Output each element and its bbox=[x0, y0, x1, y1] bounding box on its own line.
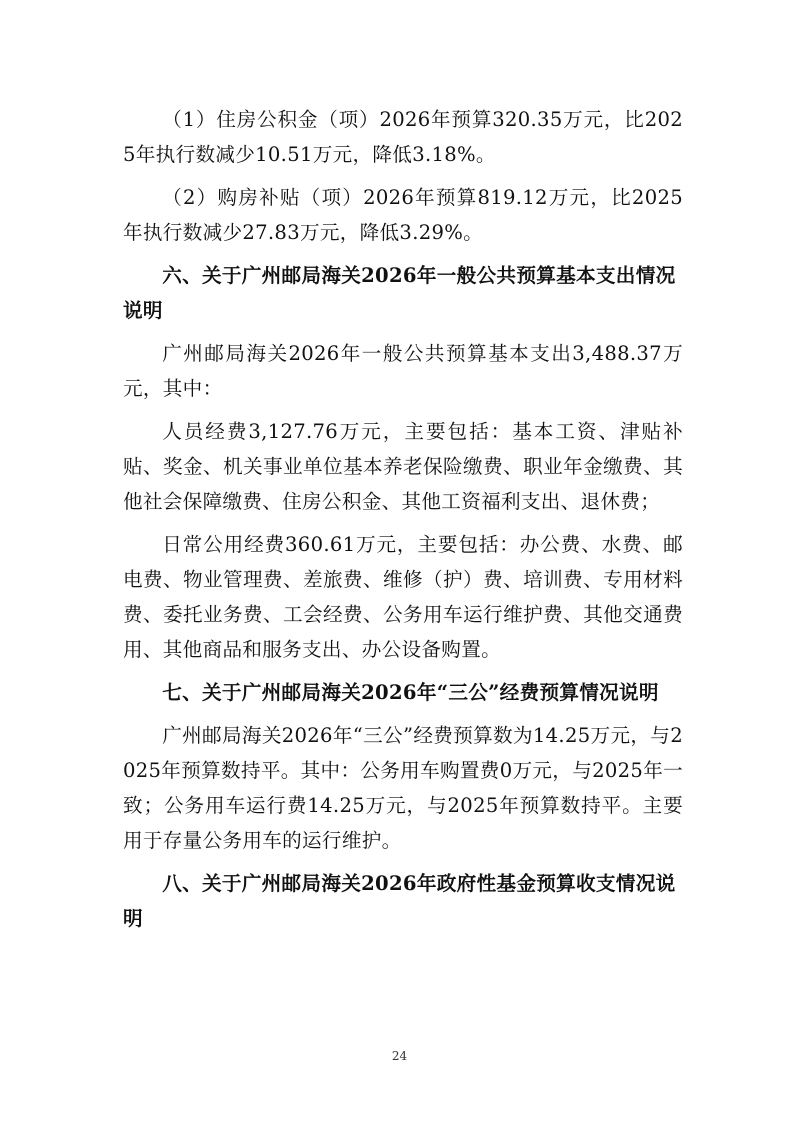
heading-section-6: 六、关于广州邮局海关2026年一般公共预算基本支出情况说明 bbox=[123, 264, 676, 322]
paragraph-basic-expenditure: 广州邮局海关2026年一般公共预算基本支出3,488.37万元，其中： bbox=[123, 342, 683, 400]
paragraph-public-costs: 日常公用经费360.61万元，主要包括：办公费、水费、邮电费、物业管理费、差旅费、维修（护）费、培训费、专用材料费、委托业务费、工会经费、公务用车运行维护费、其他交通费用、其他商品和服务支出、办公设备购置。 bbox=[123, 533, 683, 661]
document-body bbox=[123, 102, 683, 944]
heading-section-8: 八、关于广州邮局海关2026年政府性基金预算收支情况说明 bbox=[123, 872, 676, 930]
page-number: 24 bbox=[391, 1049, 408, 1063]
heading-section-7: 七、关于广州邮局海关2026年“三公”经费预算情况说明 bbox=[162, 681, 659, 704]
paragraph-three-public-expenses: 广州邮局海关2026年“三公”经费预算数为14.25万元，与2025年预算数持平。其中：公务用车购置费0万元，与2025年一致；公务用车运行费14.25万元，与2025年预算数持平。主要用于存量公务用车的运行维护。 bbox=[123, 724, 683, 852]
paragraph-housing-fund: （1）住房公积金（项）2026年预算320.35万元，比2025年执行数减少10.51万元，降低3.18%。 bbox=[123, 108, 683, 166]
paragraph-personnel-costs: 人员经费3,127.76万元，主要包括：基本工资、津贴补贴、奖金、机关事业单位基本养老保险缴费、职业年金缴费、其他社会保障缴费、住房公积金、其他工资福利支出、退休费； bbox=[123, 420, 683, 513]
paragraph-housing-subsidy: （2）购房补贴（项）2026年预算819.12万元，比2025年执行数减少27.83万元，降低3.29%。 bbox=[123, 186, 683, 244]
